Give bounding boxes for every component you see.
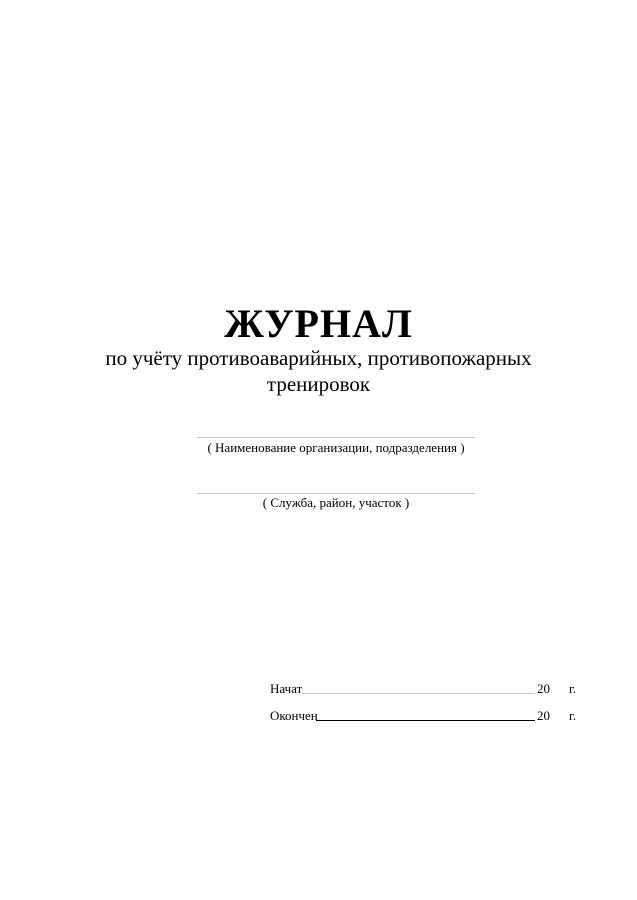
service-field-line[interactable] — [197, 493, 475, 494]
finished-year-suffix: г. — [569, 708, 577, 723]
subtitle-line-1: по учёту противоаварийных, противопожарных — [105, 346, 532, 370]
service-caption: ( Служба, район, участок ) — [262, 495, 410, 510]
journal-title: ЖУРНАЛ — [224, 301, 413, 346]
subtitle-line-2: тренировок — [266, 372, 371, 396]
started-year-suffix: г. — [569, 681, 577, 696]
started-label: Начат — [270, 681, 303, 696]
finished-label: Окончен — [270, 708, 318, 723]
finished-date-line[interactable] — [316, 720, 535, 721]
organization-field-line[interactable] — [197, 437, 475, 438]
finished-date-row — [270, 706, 590, 726]
started-year-prefix: 20 — [537, 681, 550, 696]
started-date-line[interactable] — [302, 693, 535, 694]
started-date-row — [270, 679, 590, 699]
journal-subtitle — [0, 345, 637, 397]
finished-year-prefix: 20 — [537, 708, 550, 723]
organization-caption: ( Наименование организации, подразделения ) — [207, 440, 465, 455]
